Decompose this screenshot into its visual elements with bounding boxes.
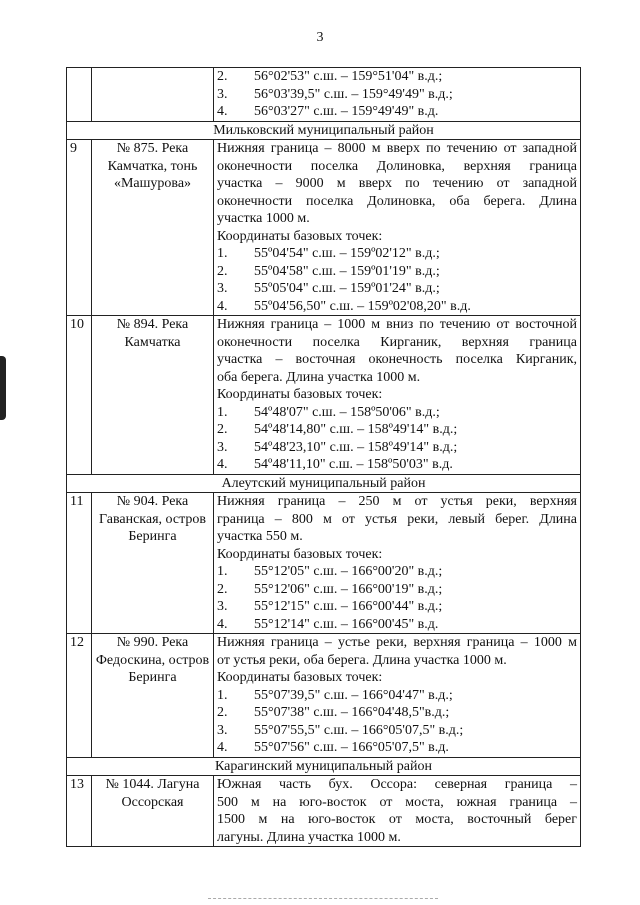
coordinate-point: 2. 55º04'58" с.ш. – 159º01'19" в.д.; (217, 263, 440, 279)
coordinate-point: 2. 55°12'06" с.ш. – 166°00'19" в.д.; (217, 581, 443, 597)
site-name-cell: № 990. Река Федоскина, остров Беринга (92, 634, 214, 758)
table-row (67, 634, 581, 758)
coordinate-point: 4. 55º04'56,50" с.ш. – 159º02'08,20" в.д. (217, 298, 471, 314)
site-description-cell: Нижняя граница – 250 м от устья реки, верхняя граница – 800 м от устья реки, левый берег. Длина участка 550 м. Координаты базовых точек: 1. 55°12'05" с.ш. – 166°00'20" в.д.; 2. 55°12'06" с.ш. – 166°00'19" в.д.; 3. 55°12'15" с.ш. – 166°00'44" в.д.; 4. 55°12'14" с.ш. – 166°00'45" в.д. (214, 493, 581, 634)
coords-title: Координаты базовых точек: (217, 670, 383, 685)
row-number-cell: 12 (67, 634, 92, 758)
coordinate-point: 3. 55°12'15" с.ш. – 166°00'44" в.д.; (217, 599, 443, 614)
coordinate-point: 1. 55º04'54" с.ш. – 159º02'12" в.д.; (217, 246, 440, 261)
coordinate-point: 1. 55°07'39,5" с.ш. – 166°04'47" в.д.; (217, 687, 453, 703)
coordinate-point: 2. 54º48'14,80" с.ш. – 158º49'14" в.д.; (217, 422, 458, 437)
coords-title: Координаты базовых точек: (217, 387, 383, 402)
table-row (67, 140, 581, 316)
coordinate-point: 3. 55°07'55,5" с.ш. – 166°05'07,5" в.д.; (217, 722, 464, 738)
coordinate-point: 3. 56°03'39,5" с.ш. – 159°49'49" в.д.; (217, 86, 453, 102)
coordinate-point: 4. 56°03'27" с.ш. – 159°49'49" в.д. (217, 104, 439, 119)
district-heading: Карагинский муниципальный район (67, 757, 581, 776)
site-name-cell: № 894. Река Камчатка (92, 316, 214, 475)
page-number: 3 (316, 30, 324, 45)
site-name-cell: № 904. Река Гаванская, остров Беринга (92, 493, 214, 634)
site-name-cell (92, 68, 214, 122)
coords-title: Координаты базовых точек: (217, 228, 383, 244)
row-number-cell: 9 (67, 140, 92, 316)
row-number-cell (67, 68, 92, 122)
section-header-row (67, 121, 581, 140)
coords-title: Координаты базовых точек: (217, 546, 383, 562)
row-number-cell: 11 (67, 493, 92, 634)
table-row (67, 493, 581, 634)
district-heading: Мильковский муниципальный район (67, 121, 581, 140)
coordinate-point: 2. 56°02'53" с.ш. – 159°51'04" в.д.; (217, 69, 443, 84)
table-row (67, 68, 581, 122)
table-row (67, 776, 581, 847)
coordinate-point: 2. 55°07'38" с.ш. – 166°04'48,5"в.д.; (217, 705, 450, 720)
coordinate-point: 4. 55°12'14" с.ш. – 166°00'45" в.д. (217, 616, 439, 632)
scan-edge-mark (0, 356, 6, 420)
site-description-cell: Нижняя граница – 1000 м вниз по течению от восточной оконечности поселка Кирганик, верхняя граница участка – восточная оконечность поселка Кирганик, оба берега. Длина участка 1000 м. Координаты базовых точек: 1. 54º48'07" с.ш. – 158º50'06" в.д.; 2. 54º48'14,80" с.ш. – 158º49'14" в.д.; 3. 54º48'23,10" с.ш. – 158º49'14" в.д.; 4. 54º48'11,10" с.ш. – 158º50'03" в.д. (214, 316, 581, 475)
site-description-cell: Южная часть бух. Оссора: северная граница – 500 м на юго-восток от моста, южная граница – 1500 м на юго-восток от моста, восточный берег лагуны. Длина участка 1000 м. (214, 776, 581, 847)
scan-bottom-rule (208, 898, 438, 899)
table-row (67, 316, 581, 475)
coordinate-point: 3. 54º48'23,10" с.ш. – 158º49'14" в.д.; (217, 439, 458, 455)
fishing-sites-table (66, 67, 581, 847)
site-description-cell: Нижняя граница – 8000 м вверх по течению от западной оконечности поселка Долиновка, верхняя граница участка – 9000 м вверх по течению от западной оконечности поселка Долиновка, оба берега. Длина участка 1000 м. Координаты базовых точек: 1. 55º04'54" с.ш. – 159º02'12" в.д.; 2. 55º04'58" с.ш. – 159º01'19" в.д.; 3. 55º05'04" с.ш. – 159º01'24" в.д.; 4. 55º04'56,50" с.ш. – 159º02'08,20" в.д. (214, 140, 581, 316)
row-number-cell: 13 (67, 776, 92, 847)
section-header-row (67, 474, 581, 493)
site-name-cell: № 1044. Лагуна Оссорская (92, 776, 214, 847)
coordinate-point: 4. 55°07'56" с.ш. – 166°05'07,5" в.д. (217, 740, 449, 755)
site-name-cell: № 875. Река Камчатка, тонь «Машурова» (92, 140, 214, 316)
coordinate-point: 1. 54º48'07" с.ш. – 158º50'06" в.д.; (217, 404, 440, 420)
coordinate-point: 3. 55º05'04" с.ш. – 159º01'24" в.д.; (217, 281, 440, 296)
site-description-cell: Нижняя граница – устье реки, верхняя граница – 1000 м от устья реки, оба берега. Длина участка 1000 м. Координаты базовых точек: 1. 55°07'39,5" с.ш. – 166°04'47" в.д.; 2. 55°07'38" с.ш. – 166°04'48,5"в.д.; 3. 55°07'55,5" с.ш. – 166°05'07,5" в.д.; 4. 55°07'56" с.ш. – 166°05'07,5" в.д. (214, 634, 581, 758)
district-heading: Алеутский муниципальный район (67, 474, 581, 493)
coordinate-point: 4. 54º48'11,10" с.ш. – 158º50'03" в.д. (217, 457, 453, 472)
coordinate-point: 1. 55°12'05" с.ш. – 166°00'20" в.д.; (217, 564, 443, 579)
row-number-cell: 10 (67, 316, 92, 475)
site-description-cell (214, 68, 581, 122)
section-header-row (67, 757, 581, 776)
